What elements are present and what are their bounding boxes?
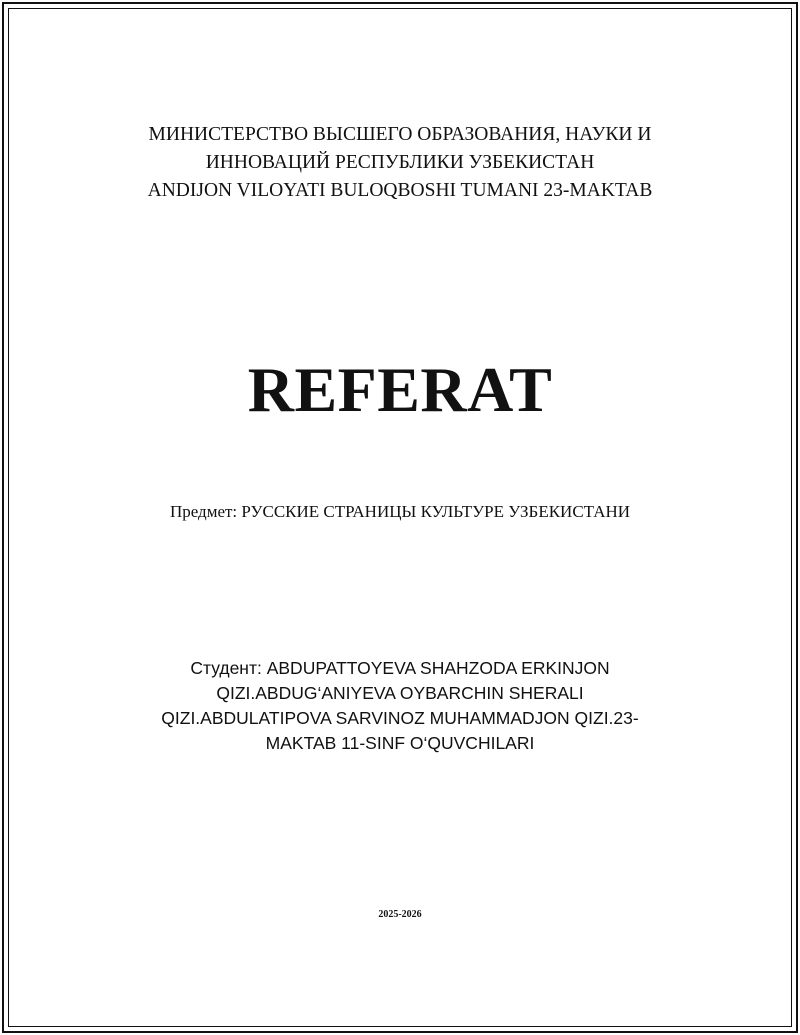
- header-line-school: ANDIJON VILOYATI BULOQBOSHI TUMANI 23-MAKTAB: [147, 180, 653, 201]
- document-title: REFERAT: [247, 354, 553, 425]
- header-line-ministry: МИНИСТЕРСТВО ВЫСШЕГО ОБРАЗОВАНИЯ, НАУКИ И: [148, 124, 652, 145]
- institution-header: [0, 121, 800, 205]
- students-block: [150, 656, 650, 756]
- subject-line: Предмет: РУССКИЕ СТРАНИЦЫ КУЛЬТУРЕ УЗБЕКИСТАНИ: [169, 502, 631, 521]
- students-line: MAKTAB 11-SINF O‘QUVCHILARI: [265, 733, 535, 753]
- students-line: Студент: ABDUPATTOYEVA SHAHZODA ERKINJON: [190, 658, 610, 678]
- academic-year: 2025-2026: [378, 909, 422, 920]
- students-line: QIZI.ABDUG‘ANIYEVA OYBARCHIN SHERALI: [216, 683, 584, 703]
- students-line: QIZI.ABDULATIPOVA SARVINOZ MUHAMMADJON QIZI.23-: [161, 708, 639, 728]
- header-line-republic: ИННОВАЦИЙ РЕСПУБЛИКИ УЗБЕКИСТАН: [205, 152, 595, 173]
